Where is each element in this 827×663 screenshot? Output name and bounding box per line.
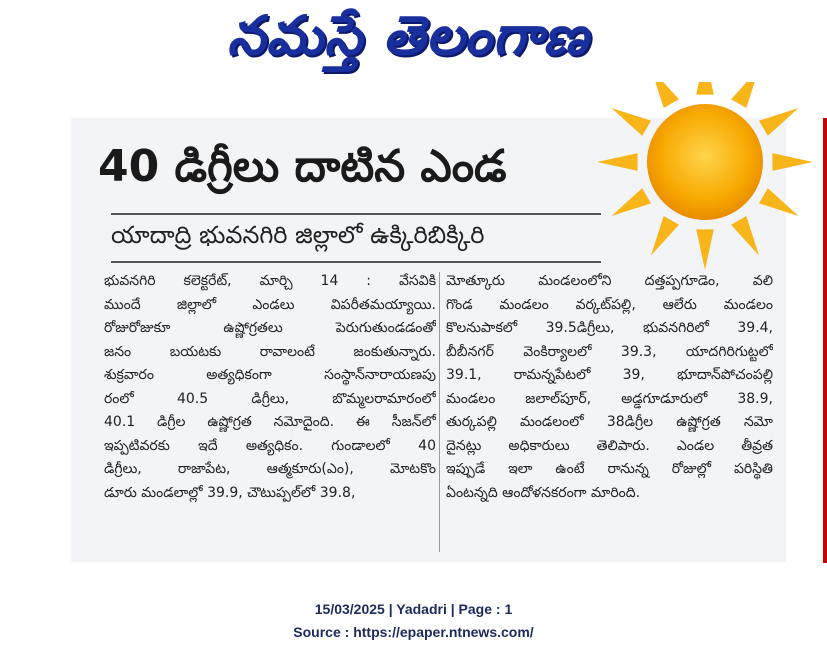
article-text-line: డిగ్రీలు, రాజాపేట, ఆత్మకూరు(ఎం), మోటకొం: [104, 461, 436, 477]
article-text-line: ఇప్పటివరకు ఇదే అత్యధికం. గుండాలలో 40: [104, 437, 436, 454]
sun-ray: [696, 229, 714, 270]
sun-ray: [651, 82, 679, 108]
article-text-line: 40.1 డిగ్రీల ఉష్ణోగ్రత నమోదైంది. ఈ సీజన్‌లో: [104, 414, 436, 430]
article-body-left-column: [104, 270, 436, 505]
article-text-line: రంలో 40.5 డిగ్రీలు, బొమ్మలరామారంలో: [104, 390, 436, 407]
sun-ray: [651, 216, 679, 256]
article-text-line: ఏంటన్నది ఆందోళనకరంగా మారింది.: [446, 484, 641, 501]
sun-ray: [772, 153, 813, 171]
footer-source-link[interactable]: Source : https://epaper.ntnews.com/: [293, 624, 534, 640]
article-text-line: మండలం జలాల్‌పూర్, అడ్డగూడూరులో 38.9,: [446, 390, 773, 407]
subheadline-bottom-rule: [111, 261, 601, 263]
footer-edition-info: 15/03/2025 | Yadadri | Page : 1: [314, 601, 513, 617]
article-text-line: భువనగిరి కలెక్టరేట్, మార్చి 14 : వేసవికి: [104, 273, 436, 289]
sun-ray: [759, 108, 799, 136]
article-text-line: జనం బయటకు రావాలంటే జంకుతున్నారు.: [104, 343, 436, 360]
article-text-line: 39.1, రామన్నపేటలో 39, భూదాన్‌పోచంపల్లి: [446, 367, 773, 383]
article-text-line: శుక్రవారం అత్యధికంగా సంస్థాన్‌నారాయణపు: [104, 367, 436, 383]
article-text-line: రోజురోజుకూ ఉష్ణోగ్రతలు పెరుగుతుండడంతో: [104, 320, 436, 336]
article-text-line: మోత్కూరు మండలంలోని దత్తప్పగూడెం, వలి: [446, 273, 773, 289]
article-text-line: దైనట్లు అధికారులు తెలిపారు. ఎండల తీవ్రత: [446, 437, 773, 454]
article-text-line: డూరు మండలాల్లో 39.9, చౌటుప్పల్‌లో 39.8,: [104, 484, 356, 501]
sun-ray: [696, 82, 714, 95]
article-text-line: గొండ మండలం వర్కట్‌పల్లి, ఆలేరు మండలం: [446, 296, 773, 313]
sun-ray: [731, 82, 759, 108]
sun-ray: [731, 216, 759, 256]
sun-ray: [611, 188, 651, 216]
sun-ray: [759, 188, 799, 216]
article-headline: 40 డిగ్రీలు దాటిన ఎండ: [98, 141, 507, 192]
sun-ray: [597, 153, 638, 171]
article-body-right-column: [446, 270, 773, 505]
sun-ray: [611, 108, 651, 136]
article-text-line: ఇప్పుడే ఇలా ఉంటే రానున్న రోజుల్లో పరిస్థితి: [446, 461, 773, 477]
article-text-line: ముందే జిల్లాలో ఎండలు విపరీతమయ్యాయి.: [104, 296, 436, 313]
article-text-line: బీబీనగర్ వెంకిర్యాలలో 39.3, యాదగిరిగుట్టలో: [446, 343, 773, 360]
article-subheadline: యాదాద్రి భువనగిరి జిల్లాలో ఉక్కిరిబిక్కిరి: [111, 221, 485, 249]
article-text-line: కొలనుపాకలో 39.5డిగ్రీలు, భువనగిరిలో 39.4,: [446, 320, 773, 336]
masthead-title: నమస్తే తెలంగాణ: [227, 3, 589, 67]
article-text-line: తుర్కపల్లి మండలంలో 38డిగ్రీల ఉష్ణోగ్రత నమో: [446, 414, 773, 430]
column-divider: [439, 272, 440, 552]
